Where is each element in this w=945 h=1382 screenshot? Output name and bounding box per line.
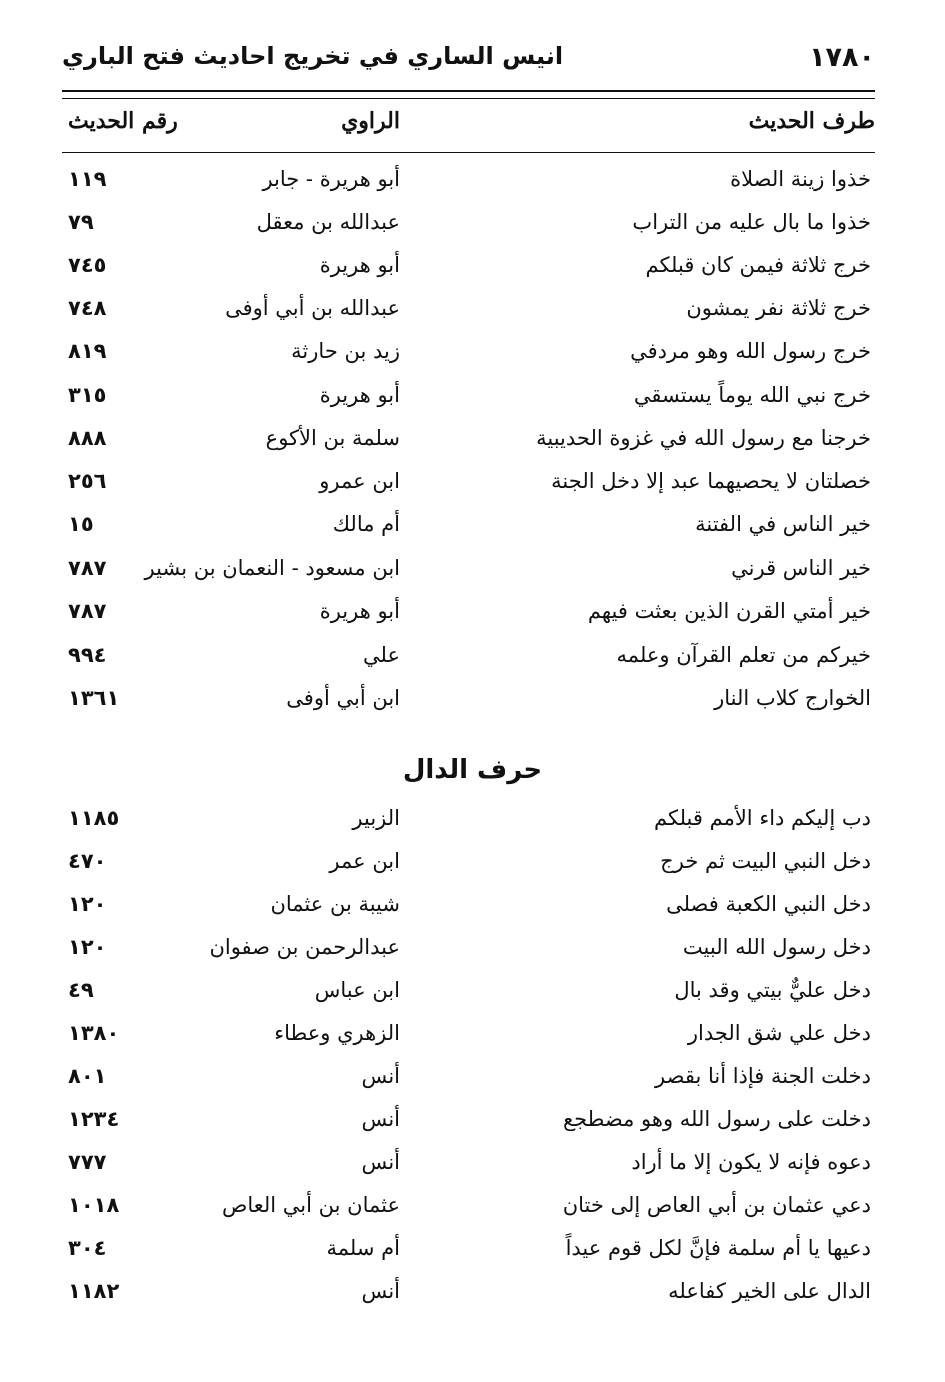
narrator-name: ابن مسعود - النعمان بن بشير [144,556,400,580]
hadith-number: ١٣٨٠ [68,1021,120,1045]
hadith-number: ٢٥٦ [68,469,107,493]
table-row [62,556,875,596]
hadith-number: ٧٧٧ [68,1150,107,1174]
narrator-name: أبو هريرة [319,383,400,407]
narrator-name: ابن عمرو [319,469,400,493]
hadith-number: ٨١٩ [68,339,107,363]
table-row [62,167,875,207]
hadith-number: ١٢٠ [68,935,107,959]
narrator-name: أم مالك [332,512,400,536]
narrator-name: علي [363,643,400,667]
hadith-number: ٧٨٧ [68,556,107,580]
column-header-rule [62,152,875,153]
narrator-name: أبو هريرة [319,253,400,277]
table-row [62,806,875,846]
table-row [62,1193,875,1233]
table-row [62,643,875,683]
table-row [62,1064,875,1104]
hadith-text: دخل علي شق الجدار [687,1021,871,1045]
narrator-name: شيبة بن عثمان [270,892,400,916]
hadith-text: خصلتان لا يحصيهما عبد إلا دخل الجنة [551,469,871,493]
table-row [62,1279,875,1319]
hadith-text: خرج رسول الله وهو مردفي [630,339,871,363]
narrator-name: أنس [361,1150,400,1174]
column-header-hadith: طرف الحديث [748,108,875,134]
hadith-text: دخل النبي البيت ثم خرج [660,849,871,873]
hadith-text: دب إليكم داء الأمم قبلكم [654,806,871,830]
hadith-number: ٣١٥ [68,383,107,407]
table-row [62,426,875,466]
hadith-text: دخل رسول الله البيت [682,935,871,959]
hadith-number: ١٠١٨ [68,1193,120,1217]
table-row [62,1021,875,1061]
table-row [62,253,875,293]
header-rule-thin [62,98,875,99]
narrator-name: عبدالله بن معقل [256,210,400,234]
table-row [62,469,875,509]
hadith-text: خير أمتي القرن الذين بعثت فيهم [587,599,871,623]
narrator-name: ابن عباس [314,978,400,1002]
hadith-number: ١٢٠ [68,892,107,916]
narrator-name: أبو هريرة - جابر [262,167,400,191]
narrator-name: عبدالله بن أبي أوفى [225,296,400,320]
hadith-text: دعي عثمان بن أبي العاص إلى ختان [562,1193,871,1217]
hadith-text: خرج نبي الله يوماً يستسقي [633,383,871,407]
hadith-number: ٨٠١ [68,1064,107,1088]
table-row [62,210,875,250]
table-row [62,339,875,379]
table-row [62,296,875,336]
hadith-number: ٣٠٤ [68,1236,107,1260]
narrator-name: الزبير [352,806,400,830]
hadith-number: ١٣٦١ [68,686,120,710]
table-row [62,849,875,889]
narrator-name: أبو هريرة [319,599,400,623]
hadith-number: ١٢٣٤ [68,1107,120,1131]
hadith-text: خير الناس في الفتنة [695,512,871,536]
narrator-name: ابن عمر [329,849,400,873]
narrator-name: أنس [361,1279,400,1303]
table-row [62,512,875,552]
narrator-name: الزهري وعطاء [274,1021,400,1045]
hadith-number: ٧٨٧ [68,599,107,623]
hadith-number: ٤٧٠ [68,849,107,873]
table-row [62,892,875,932]
hadith-number: ١٥ [68,512,94,536]
narrator-name: سلمة بن الأكوع [265,426,400,450]
running-header [62,40,875,80]
hadith-text: خيركم من تعلم القرآن وعلمه [616,643,871,667]
hadith-text: الدال على الخير كفاعله [668,1279,871,1303]
table-row [62,686,875,726]
hadith-text: دخل عليٌّ بيتي وقد بال [674,978,871,1002]
column-header-narrator: الراوي [341,108,400,134]
hadith-text: خرجنا مع رسول الله في غزوة الحديبية [536,426,871,450]
hadith-number: ٧٩ [68,210,94,234]
table-row [62,1107,875,1147]
narrator-name: ابن أبي أوفى [286,686,400,710]
hadith-text: خرج ثلاثة نفر يمشون [686,296,871,320]
table-row [62,599,875,639]
hadith-text: دعوه فإنه لا يكون إلا ما أراد [631,1150,871,1174]
narrator-name: زيد بن حارثة [291,339,400,363]
table-row [62,1150,875,1190]
hadith-number: ٨٨٨ [68,426,107,450]
table-row [62,978,875,1018]
hadith-number: ١١٨٥ [68,806,120,830]
hadith-number: ١١٩ [68,167,107,191]
hadith-text: دخلت الجنة فإذا أنا بقصر [655,1064,871,1088]
hadith-text: خذوا زينة الصلاة [730,167,871,191]
hadith-text: دخلت على رسول الله وهو مضطجع [562,1107,871,1131]
narrator-name: أنس [361,1064,400,1088]
hadith-text: خرج ثلاثة فيمن كان قبلكم [645,253,871,277]
table-row [62,383,875,423]
table-row [62,935,875,975]
narrator-name: أم سلمة [326,1236,400,1260]
hadith-number: ٤٩ [68,978,94,1002]
column-header-number: رقم الحديث [68,108,178,134]
narrator-name: أنس [361,1107,400,1131]
narrator-name: عثمان بن أبي العاص [221,1193,400,1217]
header-rule-thick [62,90,875,92]
hadith-number: ٧٤٥ [68,253,107,277]
section-title-dal: حرف الدال [402,755,543,785]
narrator-name: عبدالرحمن بن صفوان [209,935,400,959]
hadith-number: ٧٤٨ [68,296,107,320]
hadith-text: الخوارج كلاب النار [714,686,871,710]
hadith-text: خذوا ما بال عليه من التراب [632,210,871,234]
book-title: انيس الساري في تخريج احاديث فتح الباري [62,42,564,70]
page-number: ١٧٨٠ [809,42,875,73]
hadith-text: خير الناس قرني [731,556,871,580]
hadith-text: دعيها يا أم سلمة فإنَّ لكل قوم عيداً [565,1236,871,1260]
hadith-number: ٩٩٤ [68,643,107,667]
hadith-text: دخل النبي الكعبة فصلى [666,892,871,916]
table-row [62,1236,875,1276]
hadith-number: ١١٨٢ [68,1279,120,1303]
